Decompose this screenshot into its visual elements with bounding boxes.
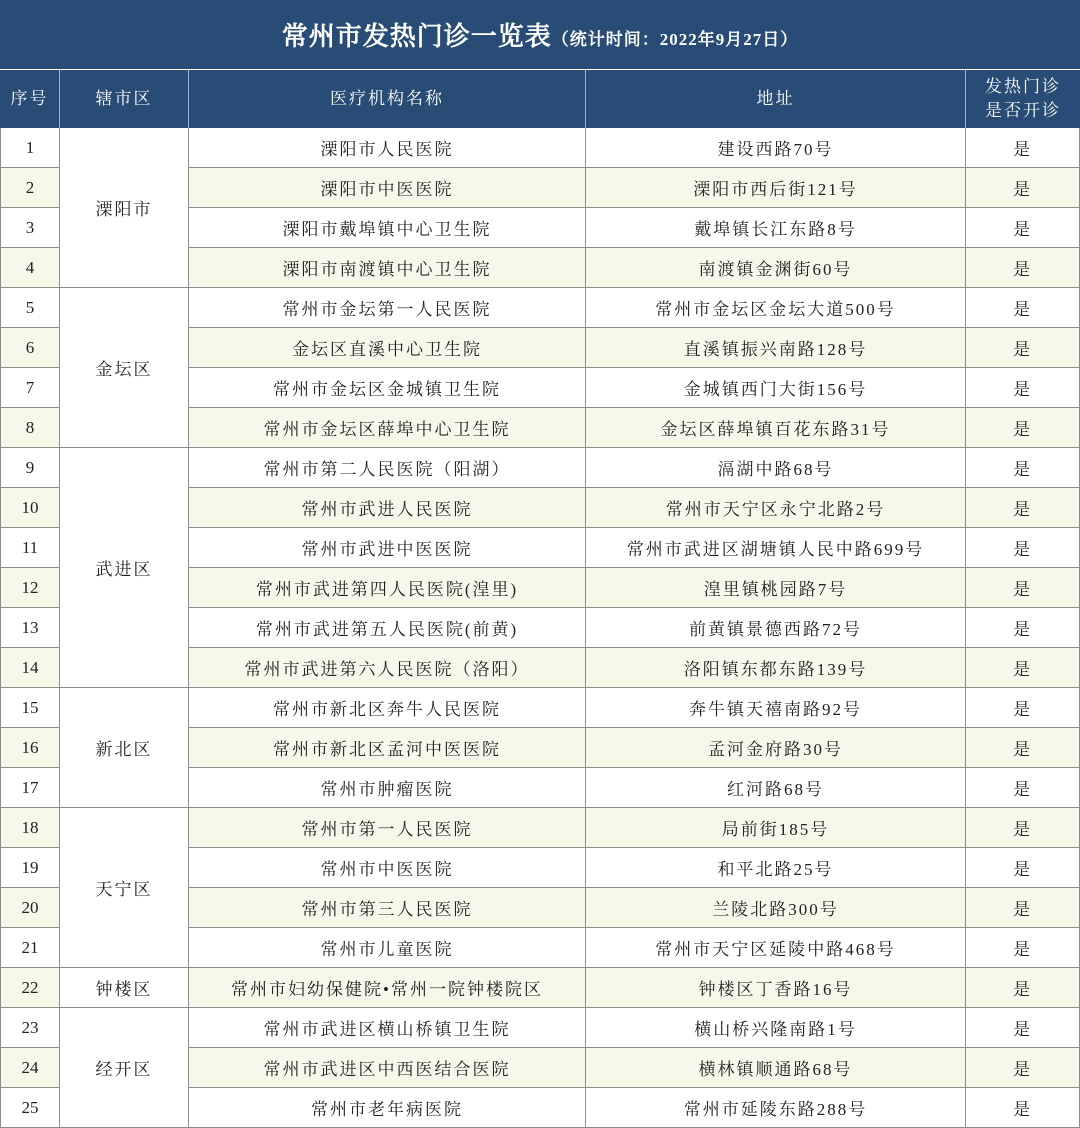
open-status-cell: 是: [966, 888, 1080, 928]
clinic-name-cell: 溧阳市南渡镇中心卫生院: [189, 248, 586, 288]
clinic-name-cell: 常州市老年病医院: [189, 1088, 586, 1128]
open-status-cell: 是: [966, 528, 1080, 568]
seq-cell: 10: [0, 488, 60, 528]
district-cell: 新北区: [60, 688, 189, 808]
seq-cell: 11: [0, 528, 60, 568]
address-cell: 前黄镇景德西路72号: [586, 608, 966, 648]
open-status-cell: 是: [966, 968, 1080, 1008]
seq-cell: 7: [0, 368, 60, 408]
header-district: 辖市区: [60, 70, 189, 128]
address-cell: 金城镇西门大街156号: [586, 368, 966, 408]
seq-cell: 24: [0, 1048, 60, 1088]
clinic-name-cell: 常州市第一人民医院: [189, 808, 586, 848]
table-header: [0, 70, 1080, 128]
open-status-cell: 是: [966, 768, 1080, 808]
address-cell: 南渡镇金渊街60号: [586, 248, 966, 288]
clinic-name-cell: 常州市儿童医院: [189, 928, 586, 968]
clinic-name-cell: 常州市金坛区薛埠中心卫生院: [189, 408, 586, 448]
header-seq: 序号: [0, 70, 60, 128]
address-cell: 直溪镇振兴南路128号: [586, 328, 966, 368]
address-cell: 红河路68号: [586, 768, 966, 808]
seq-cell: 23: [0, 1008, 60, 1048]
seq-cell: 13: [0, 608, 60, 648]
clinic-name-cell: 常州市武进区中西医结合医院: [189, 1048, 586, 1088]
address-cell: 戴埠镇长江东路8号: [586, 208, 966, 248]
clinic-name-cell: 常州市新北区奔牛人民医院: [189, 688, 586, 728]
address-cell: 局前街185号: [586, 808, 966, 848]
district-cell: 经开区: [60, 1008, 189, 1128]
open-status-cell: 是: [966, 608, 1080, 648]
open-status-cell: 是: [966, 288, 1080, 328]
clinic-name-cell: 常州市第三人民医院: [189, 888, 586, 928]
open-status-cell: 是: [966, 368, 1080, 408]
open-status-cell: 是: [966, 1048, 1080, 1088]
seq-cell: 25: [0, 1088, 60, 1128]
seq-cell: 14: [0, 648, 60, 688]
open-status-cell: 是: [966, 128, 1080, 168]
address-cell: 和平北路25号: [586, 848, 966, 888]
seq-cell: 6: [0, 328, 60, 368]
clinic-name-cell: 常州市肿瘤医院: [189, 768, 586, 808]
address-cell: 洛阳镇东都东路139号: [586, 648, 966, 688]
address-cell: 湟里镇桃园路7号: [586, 568, 966, 608]
clinic-name-cell: 常州市武进中医医院: [189, 528, 586, 568]
seq-cell: 18: [0, 808, 60, 848]
address-cell: 建设西路70号: [586, 128, 966, 168]
open-status-cell: 是: [966, 808, 1080, 848]
address-cell: 滆湖中路68号: [586, 448, 966, 488]
seq-cell: 5: [0, 288, 60, 328]
open-status-cell: 是: [966, 1088, 1080, 1128]
seq-cell: 15: [0, 688, 60, 728]
address-cell: 横山桥兴隆南路1号: [586, 1008, 966, 1048]
open-status-cell: 是: [966, 408, 1080, 448]
address-cell: 溧阳市西后街121号: [586, 168, 966, 208]
open-status-cell: 是: [966, 848, 1080, 888]
seq-cell: 9: [0, 448, 60, 488]
clinic-name-cell: 常州市武进第五人民医院(前黄): [189, 608, 586, 648]
open-status-cell: 是: [966, 208, 1080, 248]
district-cell: 天宁区: [60, 808, 189, 968]
address-cell: 孟河金府路30号: [586, 728, 966, 768]
district-cell: 武进区: [60, 448, 189, 688]
open-status-cell: 是: [966, 728, 1080, 768]
address-cell: 奔牛镇天禧南路92号: [586, 688, 966, 728]
header-clinic-name: 医疗机构名称: [189, 70, 586, 128]
open-status-cell: 是: [966, 1008, 1080, 1048]
clinic-name-cell: 常州市第二人民医院（阳湖）: [189, 448, 586, 488]
seq-cell: 20: [0, 888, 60, 928]
address-cell: 横林镇顺通路68号: [586, 1048, 966, 1088]
clinic-name-cell: 常州市武进人民医院: [189, 488, 586, 528]
open-status-cell: 是: [966, 688, 1080, 728]
header-open-status: [966, 70, 1080, 128]
page-subtitle: （统计时间：2022年9月27日）: [551, 29, 799, 49]
address-cell: 常州市延陵东路288号: [586, 1088, 966, 1128]
open-status-cell: 是: [966, 448, 1080, 488]
address-cell: 兰陵北路300号: [586, 888, 966, 928]
seq-cell: 8: [0, 408, 60, 448]
district-cell: 溧阳市: [60, 128, 189, 288]
seq-cell: 21: [0, 928, 60, 968]
address-cell: 常州市天宁区永宁北路2号: [586, 488, 966, 528]
seq-cell: 19: [0, 848, 60, 888]
seq-cell: 1: [0, 128, 60, 168]
district-cell: 钟楼区: [60, 968, 189, 1008]
seq-cell: 2: [0, 168, 60, 208]
clinic-name-cell: 溧阳市中医医院: [189, 168, 586, 208]
clinic-name-cell: 常州市新北区孟河中医医院: [189, 728, 586, 768]
address-cell: 常州市武进区湖塘镇人民中路699号: [586, 528, 966, 568]
open-status-cell: 是: [966, 568, 1080, 608]
header-open-line2: 是否开诊: [985, 101, 1061, 120]
seq-cell: 4: [0, 248, 60, 288]
address-cell: 金坛区薛埠镇百花东路31号: [586, 408, 966, 448]
district-cell: 金坛区: [60, 288, 189, 448]
clinic-name-cell: 常州市金坛第一人民医院: [189, 288, 586, 328]
address-cell: 常州市金坛区金坛大道500号: [586, 288, 966, 328]
address-cell: 常州市天宁区延陵中路468号: [586, 928, 966, 968]
seq-cell: 22: [0, 968, 60, 1008]
clinic-name-cell: 常州市武进第四人民医院(湟里): [189, 568, 586, 608]
open-status-cell: 是: [966, 648, 1080, 688]
page-title: 常州市发热门诊一览表: [281, 22, 552, 51]
open-status-cell: 是: [966, 248, 1080, 288]
clinic-name-cell: 常州市妇幼保健院•常州一院钟楼院区: [189, 968, 586, 1008]
title-bar: [0, 0, 1080, 69]
open-status-cell: 是: [966, 168, 1080, 208]
seq-cell: 17: [0, 768, 60, 808]
clinic-name-cell: 溧阳市人民医院: [189, 128, 586, 168]
clinic-name-cell: 常州市武进第六人民医院（洛阳）: [189, 648, 586, 688]
clinic-name-cell: 常州市金坛区金城镇卫生院: [189, 368, 586, 408]
clinic-name-cell: 常州市武进区横山桥镇卫生院: [189, 1008, 586, 1048]
open-status-cell: 是: [966, 328, 1080, 368]
seq-cell: 3: [0, 208, 60, 248]
fever-clinic-table: [0, 128, 1080, 1128]
header-address: 地址: [586, 70, 966, 128]
clinic-name-cell: 金坛区直溪中心卫生院: [189, 328, 586, 368]
clinic-name-cell: 溧阳市戴埠镇中心卫生院: [189, 208, 586, 248]
open-status-cell: 是: [966, 928, 1080, 968]
header-open-line1: 发热门诊: [985, 77, 1061, 96]
seq-cell: 16: [0, 728, 60, 768]
address-cell: 钟楼区丁香路16号: [586, 968, 966, 1008]
clinic-name-cell: 常州市中医医院: [189, 848, 586, 888]
seq-cell: 12: [0, 568, 60, 608]
open-status-cell: 是: [966, 488, 1080, 528]
